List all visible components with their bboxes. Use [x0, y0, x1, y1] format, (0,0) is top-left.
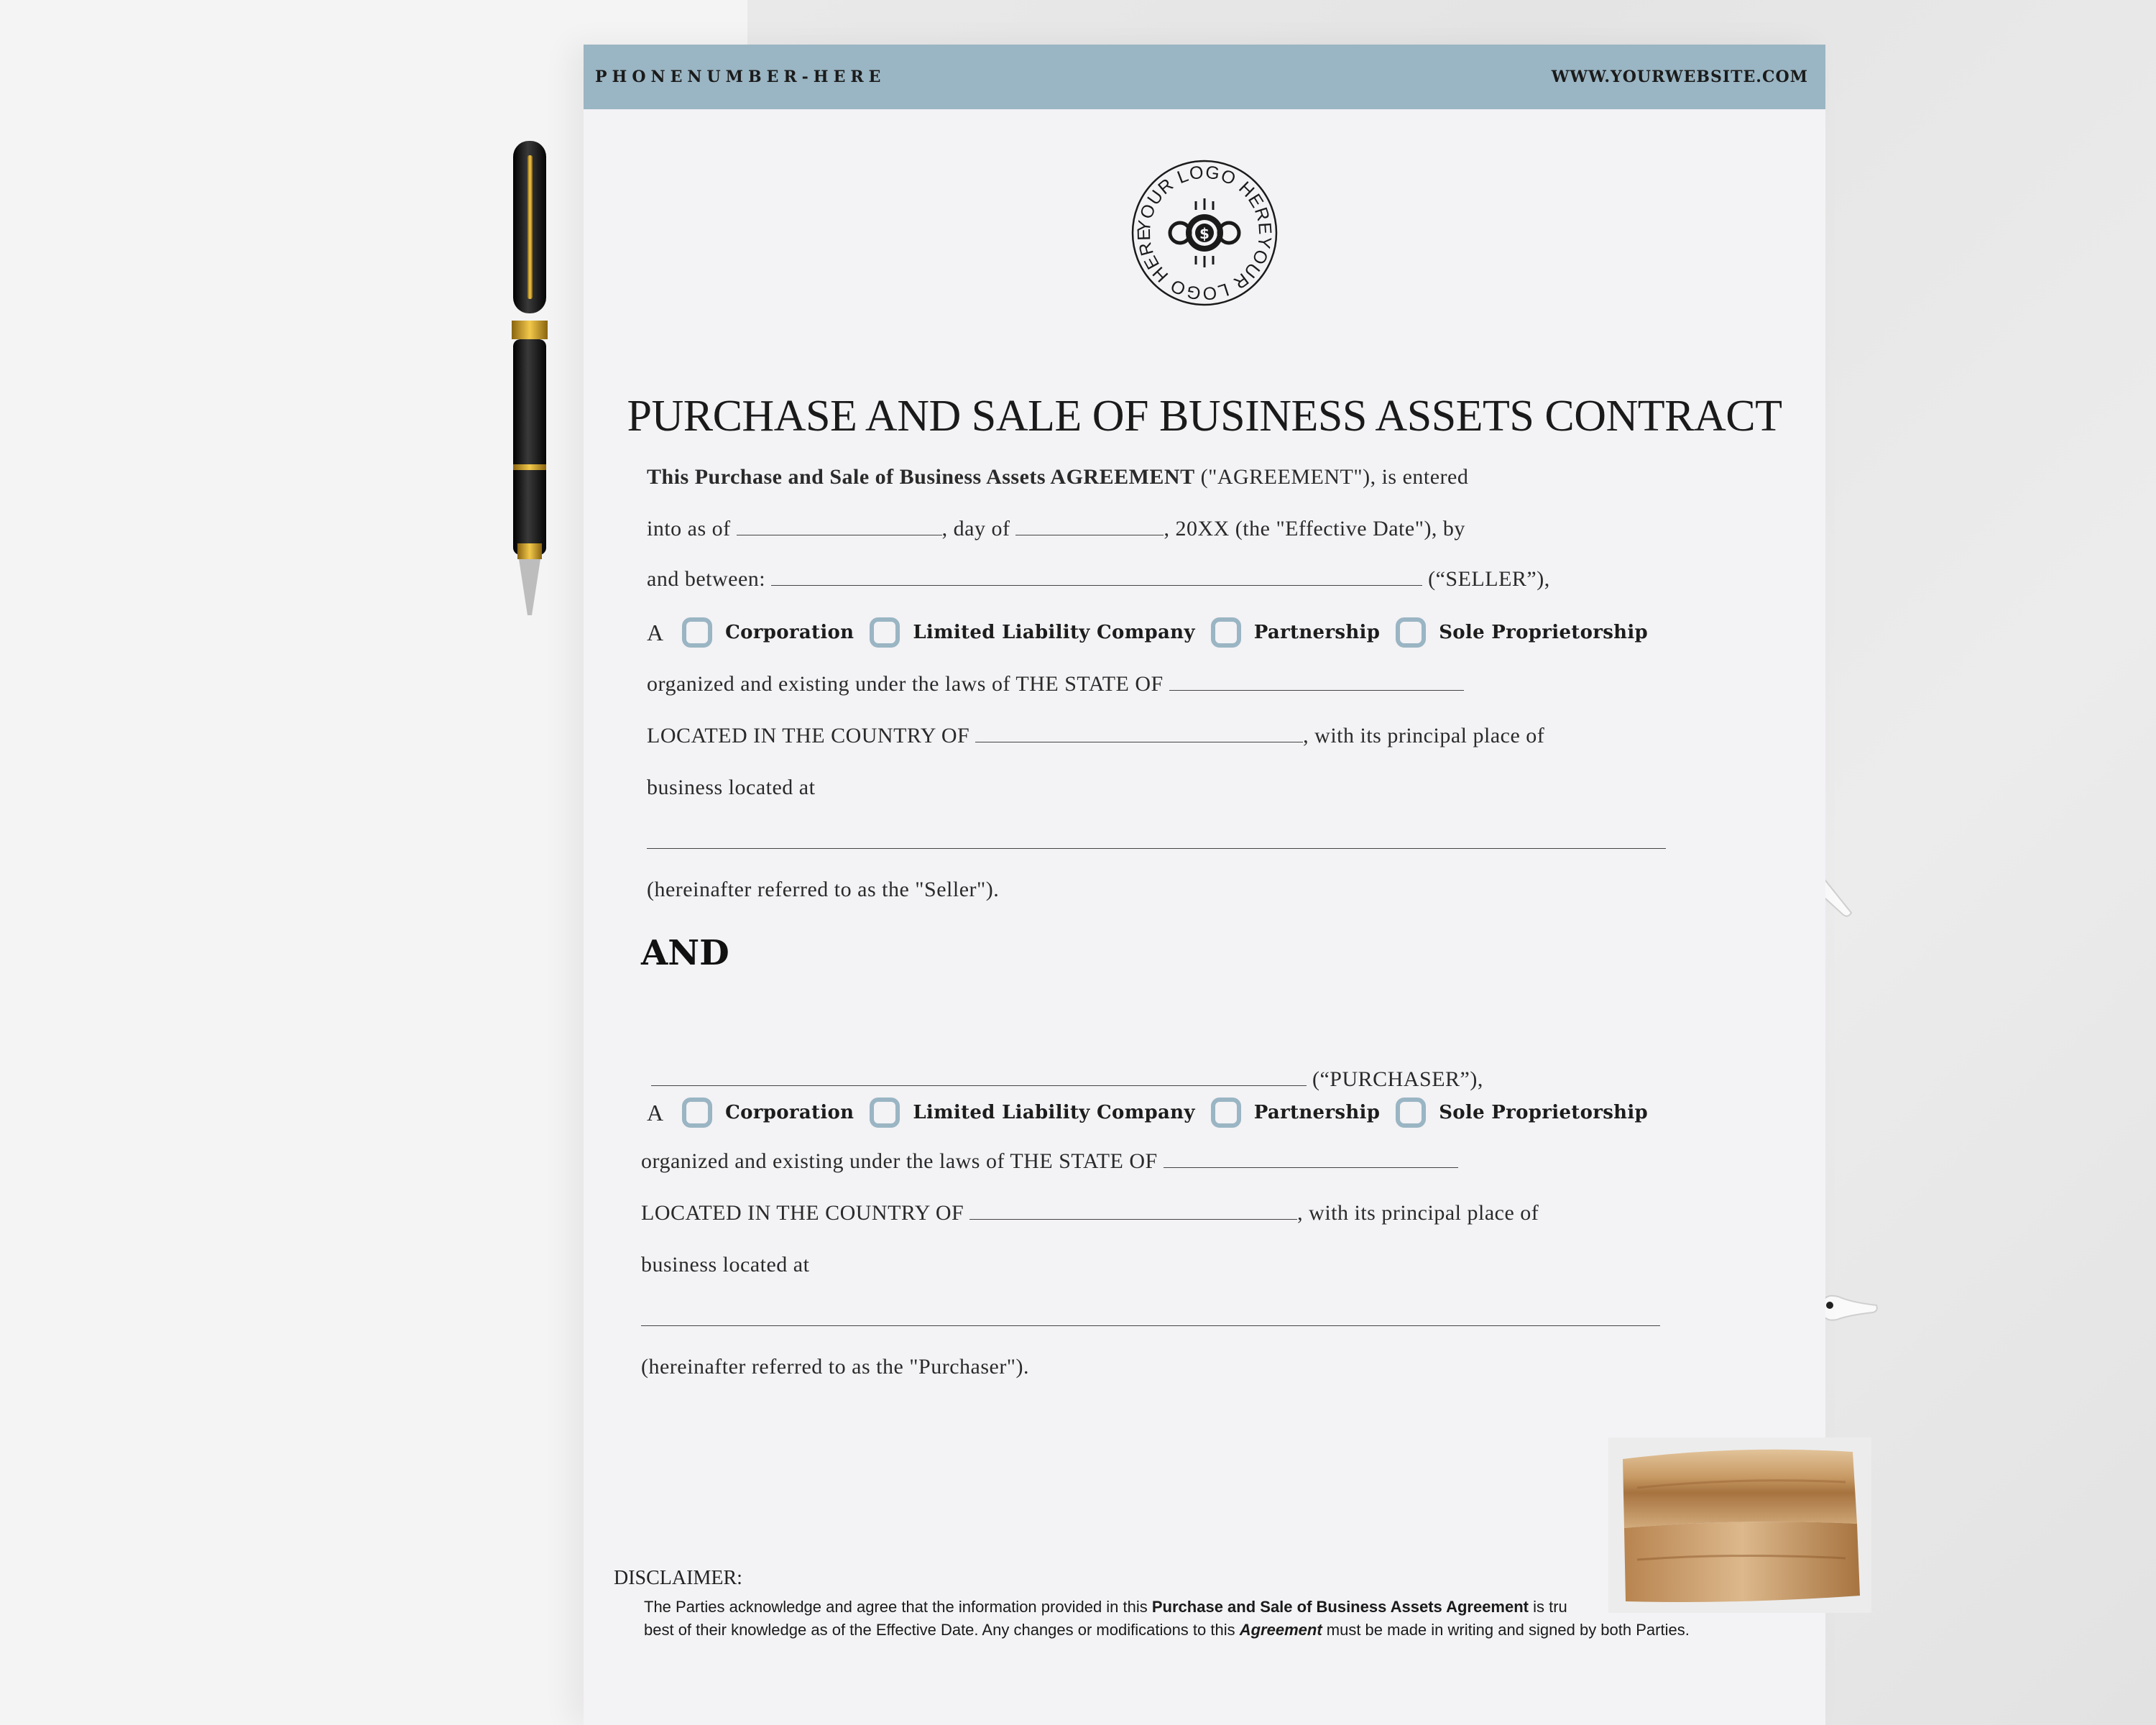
country-text: LOCATED IN THE COUNTRY OF — [641, 1201, 964, 1225]
svg-text:$: $ — [1199, 225, 1210, 242]
purchaser-state-blank[interactable] — [1164, 1147, 1458, 1168]
purchaser-sole-proprietorship-checkbox[interactable] — [1396, 1098, 1426, 1128]
sole-proprietorship-label: Sole Proprietorship — [1439, 1102, 1649, 1123]
effective-date-text: , 20XX (the "Effective Date"), by — [1164, 517, 1465, 540]
fountain-pen-icon — [506, 141, 556, 622]
phone-number: PHONENUMBER-HERE — [595, 68, 886, 86]
purchaser-address-blank[interactable] — [641, 1325, 1660, 1326]
wooden-stamp-icon — [1608, 1438, 1871, 1613]
date-blank[interactable] — [737, 515, 942, 535]
llc-label: Limited Liability Company — [913, 622, 1195, 643]
seller-llc-checkbox[interactable] — [870, 617, 900, 648]
contract-title: PURCHASE AND SALE OF BUSINESS ASSETS CONTRACT — [627, 392, 1782, 441]
seller-sole-proprietorship-checkbox[interactable] — [1396, 617, 1426, 648]
purchaser-tag: (“PURCHASER”), — [1312, 1067, 1483, 1091]
seller-country-line — [647, 722, 1544, 750]
effective-date-line — [647, 515, 1465, 543]
dollar-coin-icon — [1170, 198, 1239, 267]
entity-a-text: A — [647, 619, 664, 645]
and-heading: AND — [641, 933, 729, 973]
purchaser-corporation-checkbox[interactable] — [682, 1098, 712, 1128]
sole-proprietorship-label: Sole Proprietorship — [1439, 622, 1649, 643]
seller-name-blank[interactable] — [771, 565, 1422, 586]
intro-bold: This Purchase and Sale of Business Assets AGREEMENT — [647, 465, 1195, 489]
purchaser-entity-type-row — [647, 1092, 1664, 1133]
disclaimer-text: The Parties acknowledge and agree that the information provided in this Purchase and Sale of Business Assets Agreement is tru best of their knowledge as of the Effective Date. Any changes or modifications to this Agreement must be made in writing and signed by both Parties. — [644, 1598, 1690, 1639]
disclaimer-label: DISCLAIMER: — [614, 1567, 742, 1589]
agreement-intro — [647, 463, 1468, 492]
country-text: LOCATED IN THE COUNTRY OF — [647, 724, 970, 748]
seller-partnership-checkbox[interactable] — [1211, 617, 1241, 648]
seller-organized-line — [647, 670, 1464, 699]
seller-country-blank[interactable] — [975, 722, 1303, 742]
purchaser-organized-line — [641, 1147, 1458, 1176]
corporation-label: Corporation — [725, 622, 854, 643]
organized-text: organized and existing under the laws of THE STATE OF — [647, 672, 1164, 696]
header-bar — [584, 45, 1825, 109]
purchaser-name-line — [651, 1065, 1483, 1094]
entity-a-text: A — [647, 1099, 664, 1126]
principal-text: , with its principal place of — [1297, 1201, 1539, 1225]
and-between-line — [647, 565, 1550, 594]
partnership-label: Partnership — [1253, 622, 1381, 643]
seller-entity-type-row — [647, 612, 1664, 653]
purchaser-llc-checkbox[interactable] — [870, 1098, 900, 1128]
purchaser-partnership-checkbox[interactable] — [1211, 1098, 1241, 1128]
seller-business-line: business located at — [647, 776, 816, 799]
logo-ring-text: YOUR LOGO HEREYOUR LOGO HERE — [1133, 162, 1276, 304]
intro-rest: ("AGREEMENT"), is entered — [1194, 465, 1469, 489]
into-as-of-text: into as of — [647, 517, 731, 540]
purchaser-country-line — [641, 1199, 1539, 1228]
website-url: WWW.YOURWEBSITE.COM — [1551, 68, 1808, 86]
purchaser-name-blank[interactable] — [651, 1065, 1307, 1086]
month-blank[interactable] — [1015, 515, 1164, 535]
day-of-text: , day of — [941, 517, 1010, 540]
corporation-label: Corporation — [725, 1102, 854, 1123]
seller-hereinafter: (hereinafter referred to as the "Seller"). — [647, 878, 1000, 901]
partnership-label: Partnership — [1253, 1102, 1381, 1123]
principal-text: , with its principal place of — [1303, 724, 1545, 748]
seller-corporation-checkbox[interactable] — [682, 617, 712, 648]
seller-address-blank[interactable] — [647, 848, 1666, 849]
and-between-text: and between: — [647, 567, 766, 591]
seller-state-blank[interactable] — [1169, 670, 1464, 691]
seller-tag: (“SELLER”), — [1428, 567, 1550, 591]
purchaser-country-blank[interactable] — [969, 1199, 1297, 1220]
company-logo — [1130, 158, 1279, 308]
llc-label: Limited Liability Company — [913, 1102, 1195, 1123]
purchaser-hereinafter: (hereinafter referred to as the "Purchaser"). — [641, 1355, 1030, 1379]
purchaser-business-line: business located at — [641, 1253, 810, 1276]
organized-text: organized and existing under the laws of THE STATE OF — [641, 1149, 1158, 1173]
